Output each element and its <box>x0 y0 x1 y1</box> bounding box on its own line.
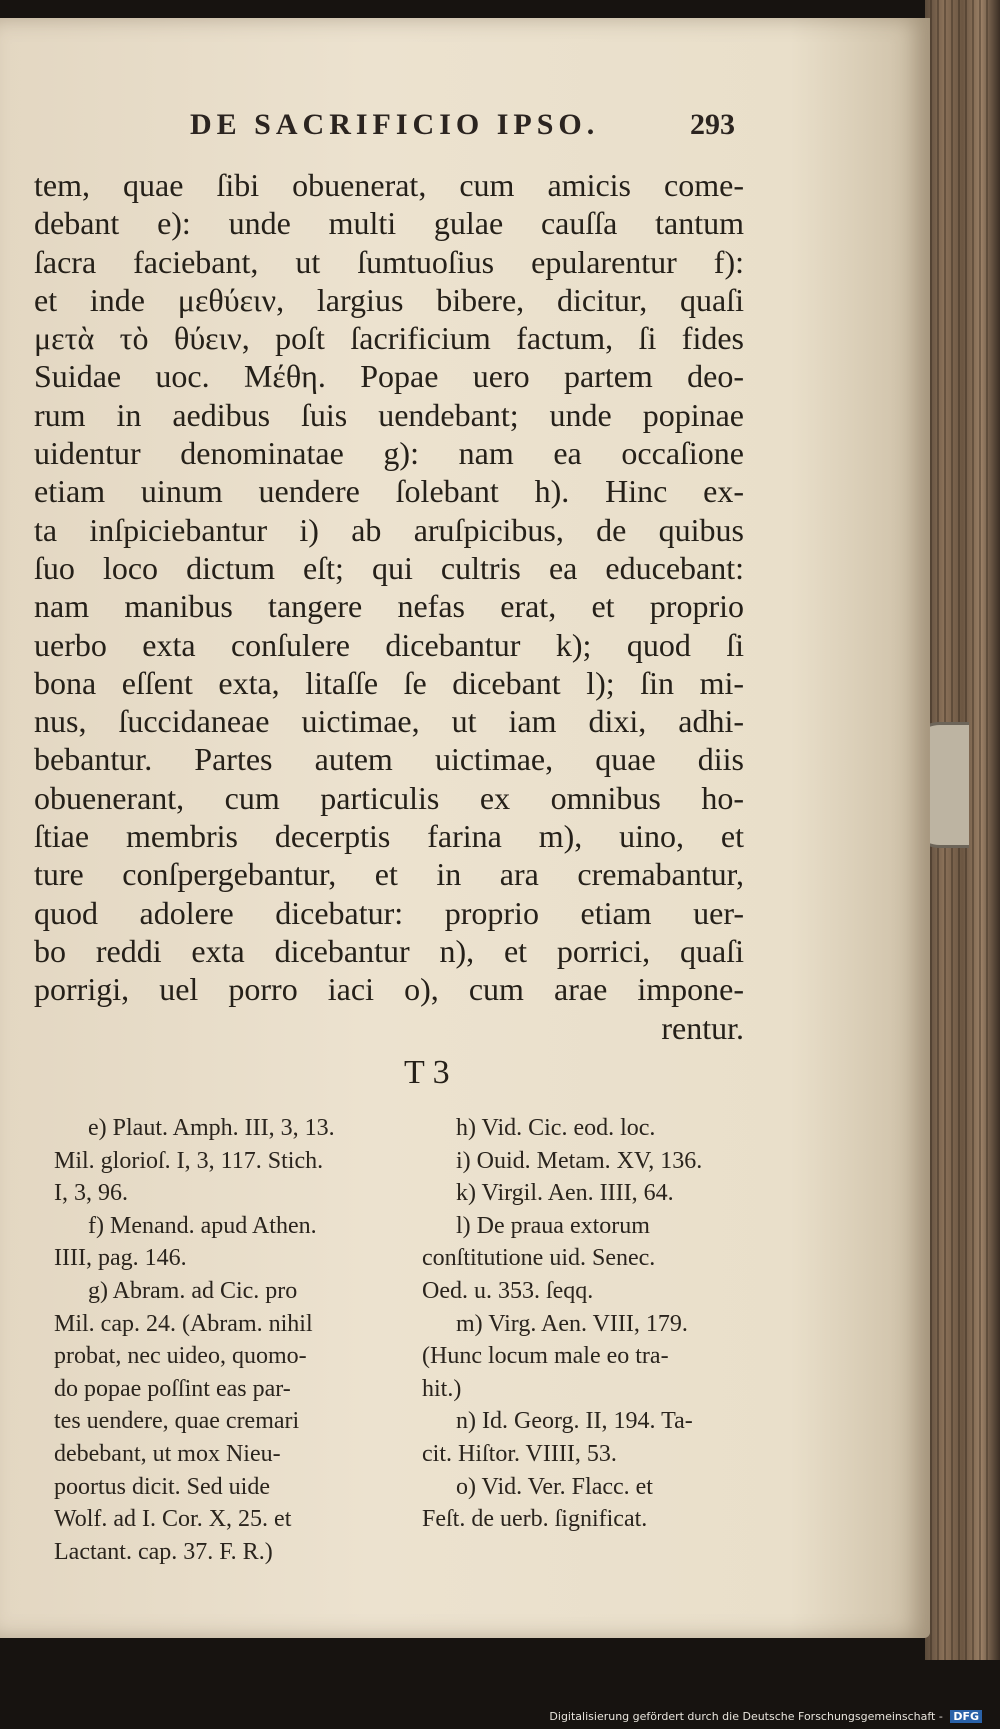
text-line: Suidae uoc. Μέθη. Popae uero partem deo- <box>34 358 744 395</box>
credit-text: Digitalisierung gefördert durch die Deutsche Forschungsgemeinschaft - <box>549 1710 943 1723</box>
footnote-line: debebant, ut mox Nieu- <box>54 1440 281 1467</box>
footnote-line: IIII, pag. 146. <box>54 1245 187 1272</box>
text-line: tem, quae ſibi obuenerat, cum amicis come- <box>34 167 744 203</box>
digitization-credit <box>549 1710 982 1723</box>
dfg-logo: DFG <box>950 1710 982 1723</box>
footnote-line: (Hunc locum male eo tra- <box>422 1343 669 1370</box>
main-text-block <box>34 166 744 1047</box>
footnote-line: cit. Hiſtor. VIIII, 53. <box>422 1440 617 1467</box>
text-line: nus, ſuccidaneae uictimae, ut iam dixi, adhi- <box>34 703 744 740</box>
text-line: rentur. <box>661 1009 744 1046</box>
footnote-line: e) Plaut. Amph. III, 3, 13. <box>88 1115 335 1141</box>
footnote-line: hit.) <box>422 1375 462 1402</box>
footnote-line: h) Vid. Cic. eod. loc. <box>456 1115 656 1141</box>
text-line: ſacra faciebant, ut ſumtuoſius epularentur f): <box>34 243 744 280</box>
footnote-line: o) Vid. Ver. Flacc. et <box>456 1473 653 1500</box>
footnote-line: do popae poſſint eas par- <box>54 1375 291 1402</box>
text-line: ſuo loco dictum eſt; qui cultris ea educebant: <box>34 549 744 586</box>
footnote-line: poortus dicit. Sed uide <box>54 1473 270 1500</box>
text-line: rum in aedibus ſuis uendebant; unde popinae <box>34 396 744 433</box>
footnote-line: tes uendere, quae cremari <box>54 1408 300 1435</box>
footnote-line: Wolf. ad I. Cor. X, 25. et <box>54 1506 292 1533</box>
footnote-line: Mil. glorioſ. I, 3, 117. Stich. <box>54 1147 324 1174</box>
footnote-line: probat, nec uideo, quomo- <box>54 1343 307 1370</box>
text-line: nam manibus tangere nefas erat, et proprio <box>34 588 744 625</box>
footnote-line: l) De praua extorum <box>456 1212 650 1239</box>
footnote-line: f) Menand. apud Athen. <box>88 1212 317 1239</box>
footnote-line: n) Id. Georg. II, 194. Ta- <box>456 1408 693 1435</box>
text-line: bebantur. Partes autem uictimae, quae diis <box>34 741 744 778</box>
page-number: 293 <box>690 108 735 141</box>
footnote-line: conſtitutione uid. Senec. <box>422 1245 656 1272</box>
footnote-line: Feſt. de uerb. ſignificat. <box>422 1506 648 1533</box>
footnote-line: Lactant. cap. 37. F. R.) <box>54 1538 273 1565</box>
text-line: etiam uinum uendere ſolebant h). Hinc ex- <box>34 473 744 510</box>
text-line: debant e): unde multi gulae cauſſa tantum <box>34 205 744 242</box>
text-line: porrigi, uel porro iaci o), cum arae impone- <box>34 971 744 1008</box>
text-line: μετὰ τὸ θύειν, poſt ſacrificium factum, ſi fides <box>34 320 744 357</box>
text-line: ta inſpiciebantur i) ab aruſpicibus, de quibus <box>34 511 744 548</box>
text-line: et inde μεθύειν, largius bibere, dicitur, quaſi <box>34 281 744 318</box>
footnotes-left-column <box>54 1112 394 1568</box>
text-line: obuenerant, cum particulis ex omnibus ho- <box>34 779 744 816</box>
text-line: bo reddi exta dicebantur n), et porrici, quaſi <box>34 932 744 969</box>
footnote-line: i) Ouid. Metam. XV, 136. <box>456 1147 703 1174</box>
text-line: uidentur denominatae g): nam ea occaſione <box>34 435 744 472</box>
running-head: DE SACRIFICIO IPSO. <box>190 108 600 141</box>
text-line: bona eſſent exta, litaſſe ſe dicebant l); ſin mi- <box>34 664 744 701</box>
text-line: quod adolere dicebatur: proprio etiam uer- <box>34 894 744 931</box>
footnote-line: m) Virg. Aen. VIII, 179. <box>456 1310 688 1337</box>
text-line: uerbo exta conſulere dicebantur k); quod ſi <box>34 626 744 663</box>
footnote-line: g) Abram. ad Cic. pro <box>88 1277 298 1304</box>
footnote-line: Mil. cap. 24. (Abram. nihil <box>54 1310 313 1337</box>
text-line: ſtiae membris decerptis farina m), uino, et <box>34 818 744 855</box>
footnote-line: Oed. u. 353. ſeqq. <box>422 1277 594 1304</box>
footnote-line: k) Virgil. Aen. IIII, 64. <box>456 1180 674 1207</box>
text-line: ture conſpergebantur, et in ara cremabantur, <box>34 856 744 893</box>
footnote-line: I, 3, 96. <box>54 1180 128 1207</box>
signature-mark: T 3 <box>404 1054 450 1091</box>
footnotes-right-column <box>422 1112 762 1536</box>
page-header <box>190 108 735 148</box>
